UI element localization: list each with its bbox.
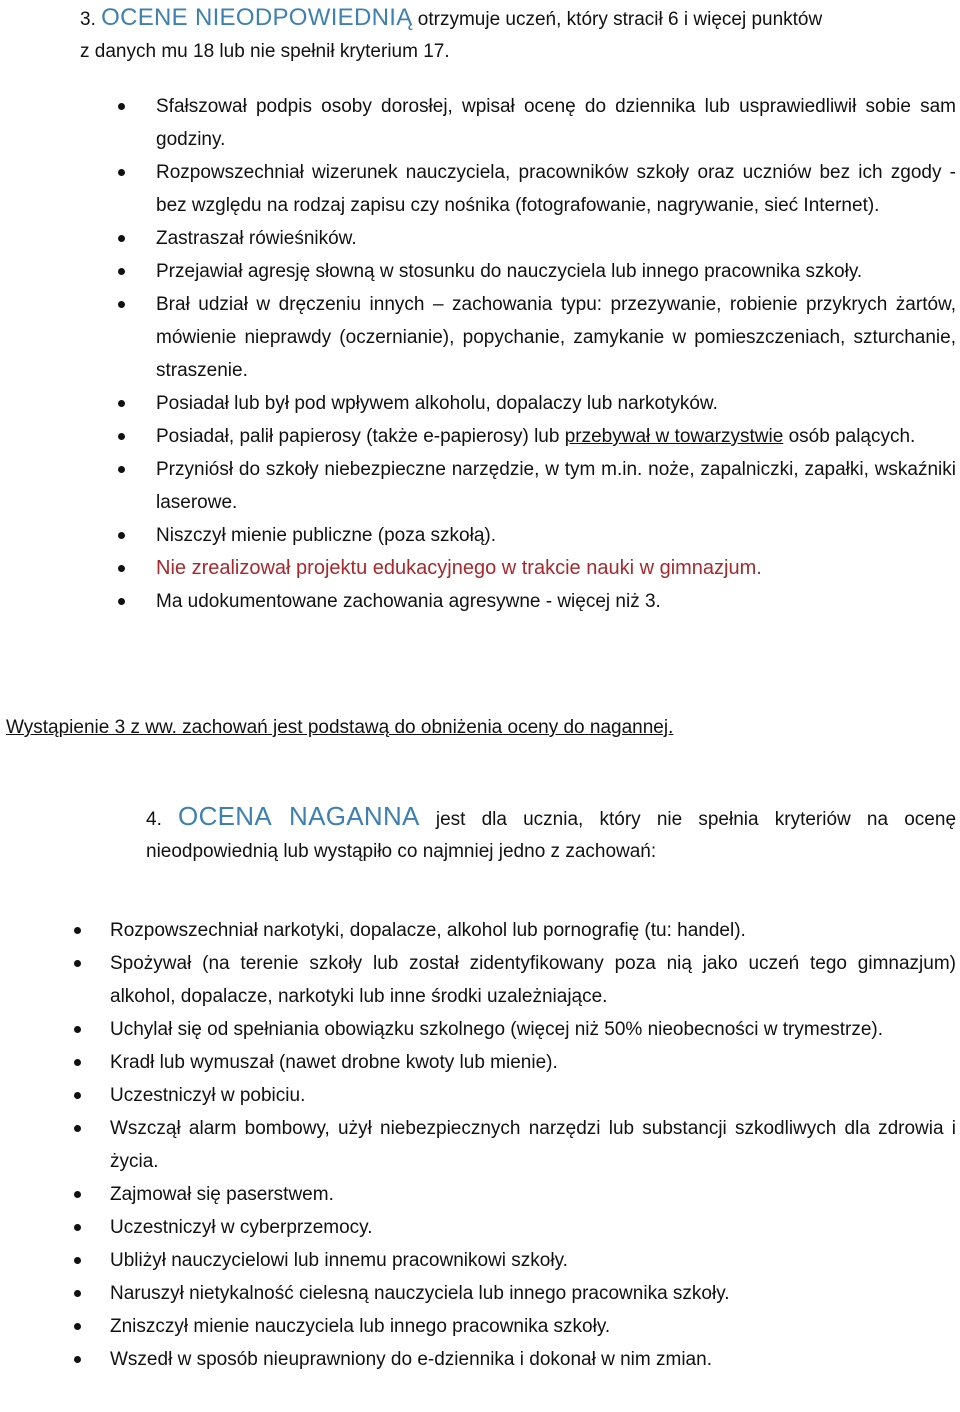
list-item: Niszczył mienie publiczne (poza szkołą). <box>110 519 956 552</box>
bullet-icon <box>74 1290 81 1297</box>
list-item: Posiadał lub był pod wpływem alkoholu, dopalaczy lub narkotyków. <box>110 387 956 420</box>
bullet-icon <box>118 565 125 572</box>
section-3-text-line2: z danych mu 18 lub nie spełnił kryterium 17. <box>80 41 450 62</box>
bullet-icon <box>74 927 81 934</box>
list-item: Sfałszował podpis osoby dorosłej, wpisał ocenę do dziennika lub usprawiedliwił sobie sam godziny. <box>110 90 956 156</box>
list-item: Zajmował się paserstwem. <box>66 1178 956 1211</box>
list-item: Przyniósł do szkoły niebezpieczne narzędzie, w tym m.in. noże, zapalniczki, zapałki, wskaźniki laserowe. <box>110 453 956 519</box>
list-item: Ubliżył nauczycielowi lub innemu pracownikowi szkoły. <box>66 1244 956 1277</box>
list-item: Brał udział w dręczeniu innych – zachowania typu: przezywanie, robienie przykrych żartów, mówienie nieprawdy (oczernianie), popychanie, zamykanie w pomieszczeniach, szturchanie, straszenie. <box>110 288 956 387</box>
grade-title-naganna: OCENA NAGANNA <box>178 801 420 831</box>
criteria-list-naganna <box>66 914 956 1376</box>
list-item: Wszczął alarm bombowy, użył niebezpiecznych narzędzi lub substancji szkodliwych dla zdrowia i życia. <box>66 1112 956 1178</box>
bullet-icon <box>118 433 125 440</box>
list-item: Posiadał, palił papierosy (także e-papierosy) lub przebywał w towarzystwie osób palących. <box>110 420 956 453</box>
section-4-text: jest dla ucznia, który nie spełnia kryteriów na ocenę nieodpowiednią lub wystąpiło co najmniej jedno z zachowań: <box>146 809 957 862</box>
section-3-heading <box>80 2 940 68</box>
underlined-phrase: przebywał w towarzystwie <box>564 426 784 447</box>
bullet-icon <box>74 960 81 967</box>
section-3-text-line1: otrzymuje uczeń, który stracił 6 i więcej punktów <box>412 9 823 30</box>
bullet-icon <box>74 1356 81 1363</box>
bullet-icon <box>118 169 125 176</box>
list-item: Wszedł w sposób nieuprawniony do e-dziennika i dokonał w nim zmian. <box>66 1343 956 1376</box>
bullet-icon <box>74 1224 81 1231</box>
bullet-icon <box>74 1191 81 1198</box>
bullet-icon <box>74 1323 81 1330</box>
list-item: Zniszczył mienie nauczyciela lub innego pracownika szkoły. <box>66 1310 956 1343</box>
bullet-icon <box>118 532 125 539</box>
section-4-number: 4. <box>146 809 162 830</box>
list-item: Naruszył nietykalność cielesną nauczyciela lub innego pracownika szkoły. <box>66 1277 956 1310</box>
list-item: Zastraszał rówieśników. <box>110 222 956 255</box>
bullet-icon <box>118 466 125 473</box>
bullet-icon <box>74 1059 81 1066</box>
list-item: Rozpowszechniał wizerunek nauczyciela, pracowników szkoły oraz uczniów bez ich zgody - bez względu na rodzaj zapisu czy nośnika (fotografowanie, nagrywanie, sieć Internet). <box>110 156 956 222</box>
section-3-number: 3. <box>80 9 96 30</box>
bullet-icon <box>118 301 125 308</box>
bullet-icon <box>118 598 125 605</box>
summary-note: Wystąpienie 3 z ww. zachowań jest podstawą do obniżenia oceny do nagannej. <box>6 717 674 738</box>
bullet-icon <box>74 1092 81 1099</box>
section-4-heading <box>146 800 956 868</box>
bullet-icon <box>74 1257 81 1264</box>
bullet-icon <box>118 268 125 275</box>
list-item: Ma udokumentowane zachowania agresywne - więcej niż 3. <box>110 585 956 618</box>
bullet-icon <box>118 400 125 407</box>
bullet-icon <box>74 1026 81 1033</box>
list-item: Uchylał się od spełniania obowiązku szkolnego (więcej niż 50% nieobecności w trymestrze). <box>66 1013 956 1046</box>
criteria-list-nieodpowiednia <box>110 90 956 618</box>
bullet-icon <box>74 1125 81 1132</box>
bullet-icon <box>118 103 125 110</box>
bullet-icon <box>118 235 125 242</box>
list-item: Kradł lub wymuszał (nawet drobne kwoty lub mienie). <box>66 1046 956 1079</box>
grade-title-nieodpowiednia: OCENE NIEODPOWIEDNIĄ <box>101 4 413 31</box>
list-item: Rozpowszechniał narkotyki, dopalacze, alkohol lub pornografię (tu: handel). <box>66 914 956 947</box>
list-item: Przejawiał agresję słowną w stosunku do nauczyciela lub innego pracownika szkoły. <box>110 255 956 288</box>
list-item: Uczestniczył w cyberprzemocy. <box>66 1211 956 1244</box>
list-item-highlighted: Nie zrealizował projektu edukacyjnego w trakcie nauki w gimnazjum. <box>110 552 956 585</box>
list-item: Uczestniczył w pobiciu. <box>66 1079 956 1112</box>
list-item: Spożywał (na terenie szkoły lub został zidentyfikowany poza nią jako uczeń tego gimnazjum) alkohol, dopalacze, narkotyki lub inne środki uzależniające. <box>66 947 956 1013</box>
